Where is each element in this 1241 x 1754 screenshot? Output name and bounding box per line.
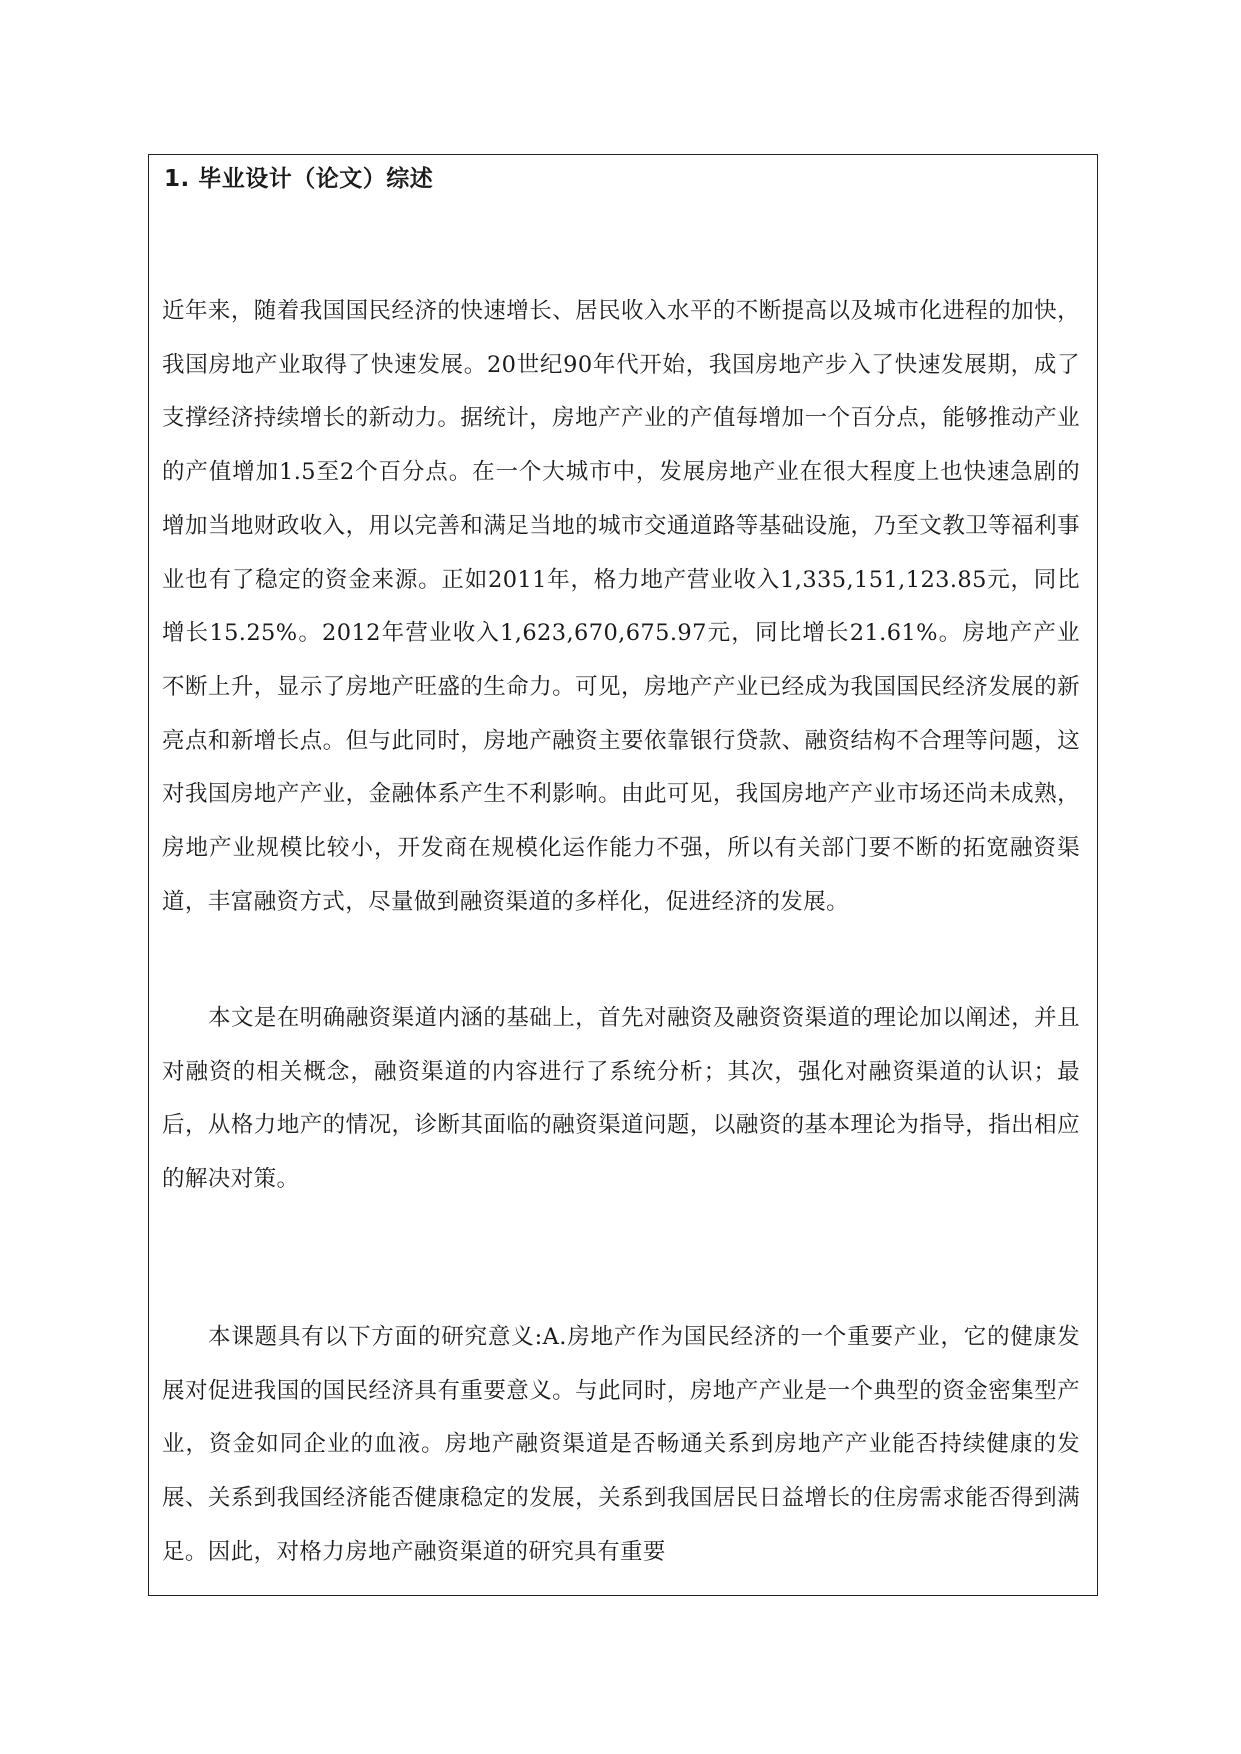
paragraph-background: 近年来，随着我国国民经济的快速增长、居民收入水平的不断提高以及城市化进程的加快，我国房地产业取得了快速发展。20世纪90年代开始，我国房地产步入了快速发展期，成了支撑经济持续增长的新动力。据统计，房地产产业的产值每增加一个百分点，能够推动产业的产值增加1.5至2个百分点。在一个大城市中，发展房地产业在很大程度上也快速急剧的增加当地财政收入，用以完善和满足当地的城市交通道路等基础设施，乃至文教卫等福利事业也有了稳定的资金来源。正如2011年，格力地产营业收入1,335,151,123.85元，同比增长15.25%。2012年营业收入1,623,670,675.97元，同比增长21.61%。房地产产业不断上升，显示了房地产旺盛的生命力。可见，房地产产业已经成为我国国民经济发展的新亮点和新增长点。但与此同时，房地产融资主要依靠银行贷款、融资结构不合理等问题，这对我国房地产产业，金融体系产生不利影响。由此可见，我国房地产产业市场还尚未成熟，房地产业规模比较小，开发商在规模化运作能力不强，所以有关部门要不断的拓宽融资渠道，丰富融资方式，尽量做到融资渠道的多样化，促进经济的发展。: [162, 298, 1080, 915]
paragraph-significance: 本课题具有以下方面的研究意义:A.房地产作为国民经济的一个重要产业，它的健康发展对促进我国的国民经济具有重要意义。与此同时，房地产产业是一个典型的资金密集型产业，资金如同企业的血液。房地产融资渠道是否畅通关系到房地产产业能否持续健康的发展、关系到我国经济能否健康稳定的发展，关系到我国居民日益增长的住房需求能否得到满足。因此，对格力房地产融资渠道的研究具有重要: [162, 1324, 1080, 1565]
paragraph-outline: 本文是在明确融资渠道内涵的基础上，首先对融资及融资资渠道的理论加以阐述，并且对融资的相关概念，融资渠道的内容进行了系统分析；其次，强化对融资渠道的认识；最后，从格力地产的情况，诊断其面临的融资渠道问题，以融资的基本理论为指导，指出相应的解决对策。: [162, 1005, 1080, 1193]
section-heading: 1. 毕业设计（论文）综述: [164, 166, 434, 192]
